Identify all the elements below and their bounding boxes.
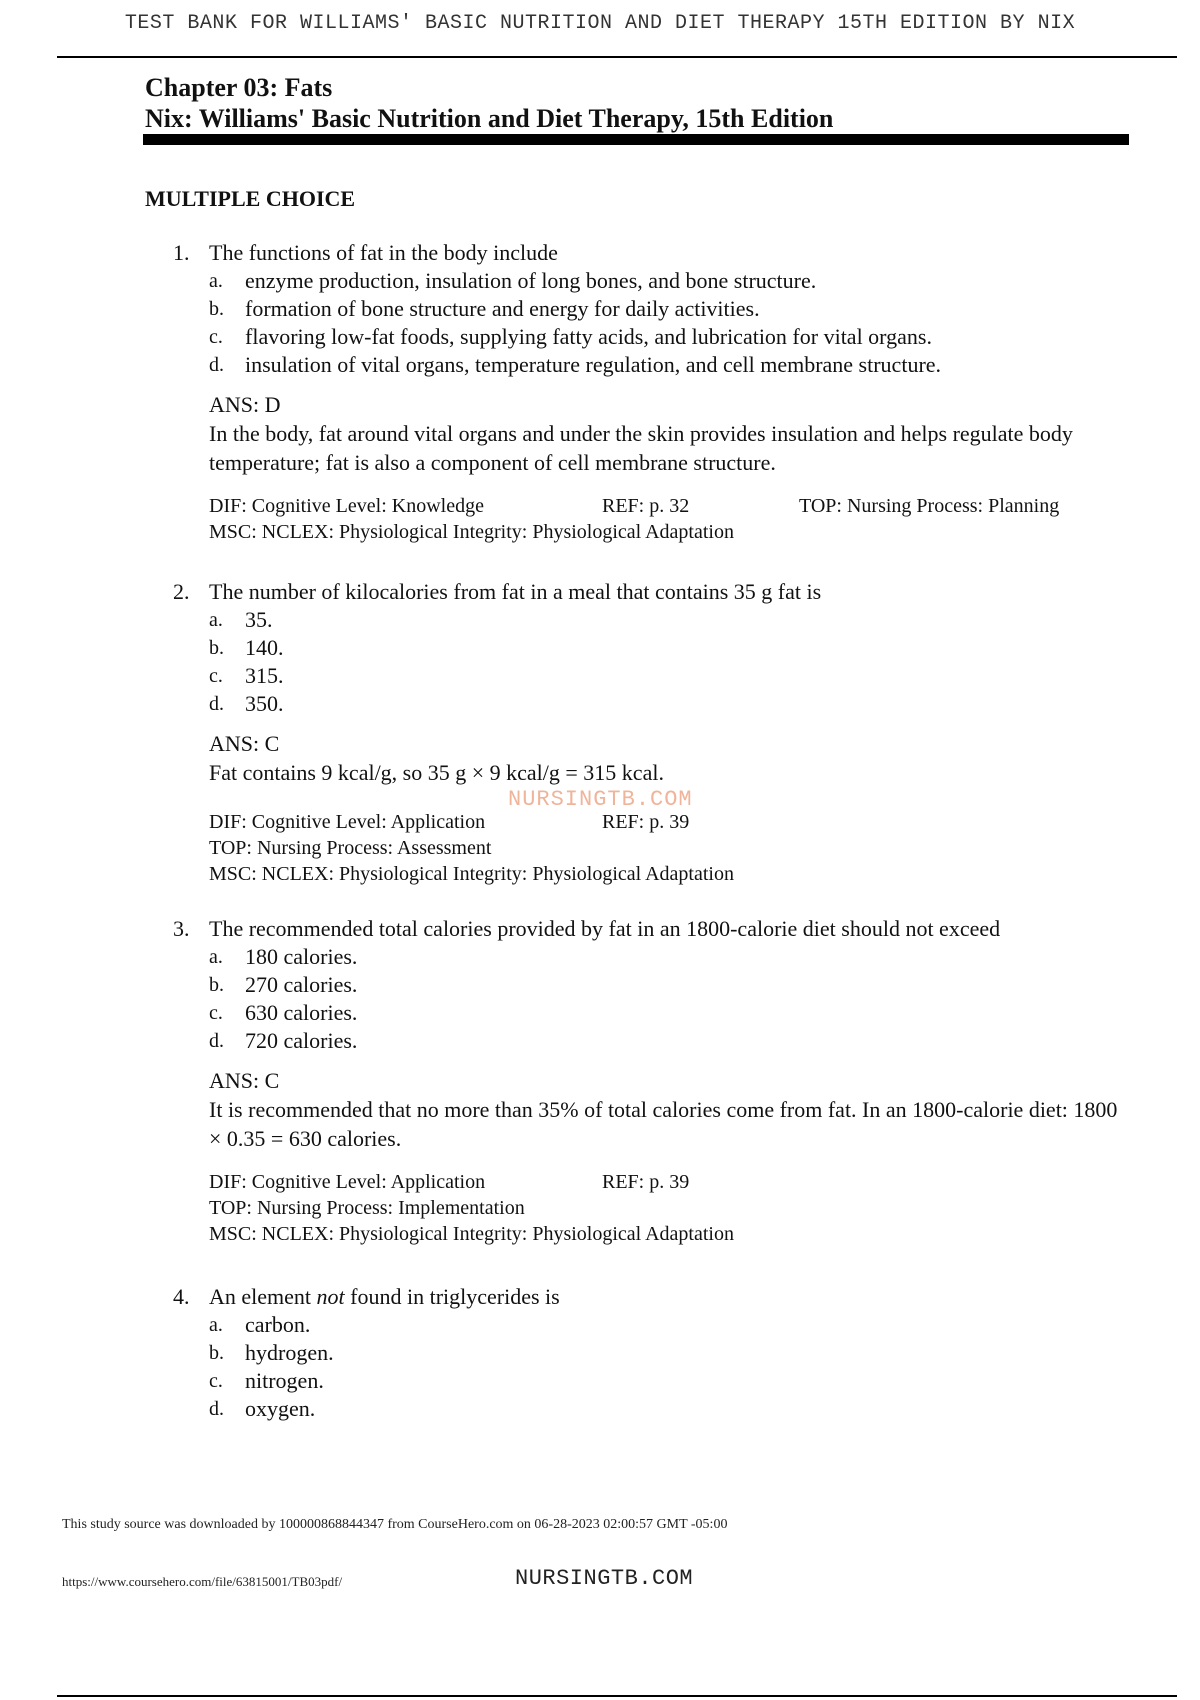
question-4	[173, 1283, 1133, 1423]
question-3	[173, 915, 1133, 1247]
rationale: It is recommended that no more than 35% of total calories come from fat. In an 1800-calorie diet: 1800 × 0.35 = 630 calories.	[209, 1097, 1118, 1151]
chapter-title: Chapter 03: Fats	[145, 73, 333, 102]
option-text: insulation of vital organs, temperature regulation, and cell membrane structure.	[245, 352, 942, 377]
question-metadata	[209, 1169, 1133, 1247]
option-text: 315.	[245, 663, 284, 688]
question-1	[173, 239, 1133, 545]
option-list	[209, 1311, 1133, 1423]
option-text: 140.	[245, 635, 284, 660]
option-text: 180 calories.	[245, 944, 358, 969]
source-url-link[interactable]: https://www.coursehero.com/file/63815001/TB03pdf/	[62, 1574, 343, 1589]
option-letter: d.	[209, 1398, 224, 1420]
option-letter: c.	[209, 665, 223, 687]
option-text: flavoring low-fat foods, supplying fatty acids, and lubrication for vital organs.	[245, 324, 932, 349]
question-text-after: found in triglycerides is	[344, 1284, 560, 1309]
footer-watermark: NURSINGTB.COM	[515, 1566, 694, 1591]
option-text: 35.	[245, 607, 273, 632]
watermark: NURSINGTB.COM	[508, 787, 693, 812]
page-reference: REF: p. 32	[602, 495, 690, 517]
answer-key: ANS: C	[209, 1068, 280, 1093]
option-text: carbon.	[245, 1312, 311, 1337]
option-letter: b.	[209, 298, 224, 320]
footer-rule	[57, 1695, 1177, 1697]
question-number: 4.	[173, 1284, 190, 1309]
question-number: 2.	[173, 579, 190, 604]
nclex-category: MSC: NCLEX: Physiological Integrity: Physiological Adaptation	[209, 1223, 734, 1245]
option-letter: a.	[209, 946, 223, 968]
topic: TOP: Nursing Process: Assessment	[209, 837, 492, 859]
option-list	[209, 606, 1133, 718]
option-letter: a.	[209, 609, 223, 631]
option-list	[209, 267, 1133, 379]
option-letter: c.	[209, 1002, 223, 1024]
option-letter: d.	[209, 354, 224, 376]
question-stem	[173, 1283, 1133, 1311]
option-text: 630 calories.	[245, 1000, 358, 1025]
option-letter: c.	[209, 326, 223, 348]
option-c	[209, 323, 1133, 351]
book-title: Nix: Williams' Basic Nutrition and Diet Therapy, 15th Edition	[145, 104, 834, 133]
option-a	[209, 943, 1133, 971]
option-d	[209, 1027, 1133, 1055]
difficulty: DIF: Cognitive Level: Knowledge	[209, 495, 484, 517]
option-d	[209, 1395, 1133, 1423]
option-letter: b.	[209, 1342, 224, 1364]
answer-key: ANS: D	[209, 392, 281, 417]
question-text: The number of kilocalories from fat in a meal that contains 35 g fat is	[209, 579, 822, 604]
option-text: hydrogen.	[245, 1340, 334, 1365]
question-number: 3.	[173, 916, 190, 941]
answer-key: ANS: C	[209, 731, 280, 756]
option-letter: a.	[209, 1314, 223, 1336]
rationale: In the body, fat around vital organs and under the skin provides insulation and helps regulate body temperature; fat is also a component of cell membrane structure.	[209, 421, 1073, 475]
question-text-emphasis: not	[316, 1284, 345, 1309]
question-2	[173, 578, 1133, 887]
option-letter: b.	[209, 974, 224, 996]
question-stem	[173, 239, 1133, 267]
option-letter: d.	[209, 693, 224, 715]
difficulty: DIF: Cognitive Level: Application	[209, 1171, 486, 1193]
page-reference: REF: p. 39	[602, 1171, 690, 1193]
option-text: 720 calories.	[245, 1028, 358, 1053]
option-c	[209, 999, 1133, 1027]
running-header: TEST BANK FOR WILLIAMS' BASIC NUTRITION AND DIET THERAPY 15TH EDITION BY NIX	[124, 12, 1076, 35]
option-text: enzyme production, insulation of long bones, and bone structure.	[245, 268, 817, 293]
option-b	[209, 1339, 1133, 1367]
option-a	[209, 1311, 1133, 1339]
option-b	[209, 634, 1133, 662]
option-text: 270 calories.	[245, 972, 358, 997]
option-list	[209, 943, 1133, 1055]
question-stem	[173, 578, 1133, 606]
question-text: The functions of fat in the body include	[209, 240, 558, 265]
page-reference: REF: p. 39	[602, 811, 690, 833]
option-text: 350.	[245, 691, 284, 716]
difficulty: DIF: Cognitive Level: Application	[209, 811, 486, 833]
section-heading: MULTIPLE CHOICE	[145, 186, 356, 211]
question-metadata	[209, 809, 1133, 887]
option-a	[209, 267, 1133, 295]
option-c	[209, 1367, 1133, 1395]
nclex-category: MSC: NCLEX: Physiological Integrity: Physiological Adaptation	[209, 521, 734, 543]
option-d	[209, 690, 1133, 718]
option-letter: a.	[209, 270, 223, 292]
option-b	[209, 295, 1133, 323]
option-d	[209, 351, 1133, 379]
rationale: Fat contains 9 kcal/g, so 35 g × 9 kcal/g = 315 kcal.	[209, 760, 664, 785]
header-rule	[57, 56, 1177, 58]
question-text: The recommended total calories provided by fat in an 1800-calorie diet should not exceed	[209, 916, 1001, 941]
topic: TOP: Nursing Process: Implementation	[209, 1197, 525, 1219]
option-letter: b.	[209, 637, 224, 659]
title-divider-bar	[143, 134, 1129, 145]
option-letter: d.	[209, 1030, 224, 1052]
option-b	[209, 971, 1133, 999]
option-letter: c.	[209, 1370, 223, 1392]
option-text: nitrogen.	[245, 1368, 324, 1393]
question-stem	[173, 915, 1133, 943]
question-number: 1.	[173, 240, 190, 265]
topic: TOP: Nursing Process: Planning	[799, 495, 1060, 517]
question-metadata	[209, 493, 1133, 545]
option-a	[209, 606, 1133, 634]
option-text: formation of bone structure and energy for daily activities.	[245, 296, 760, 321]
question-text-before: An element	[209, 1284, 317, 1309]
nclex-category: MSC: NCLEX: Physiological Integrity: Physiological Adaptation	[209, 863, 734, 885]
option-text: oxygen.	[245, 1396, 316, 1421]
option-c	[209, 662, 1133, 690]
download-notice: This study source was downloaded by 100000868844347 from CourseHero.com on 06-28-2023 02:00:57 GMT -05:00	[62, 1517, 728, 1532]
